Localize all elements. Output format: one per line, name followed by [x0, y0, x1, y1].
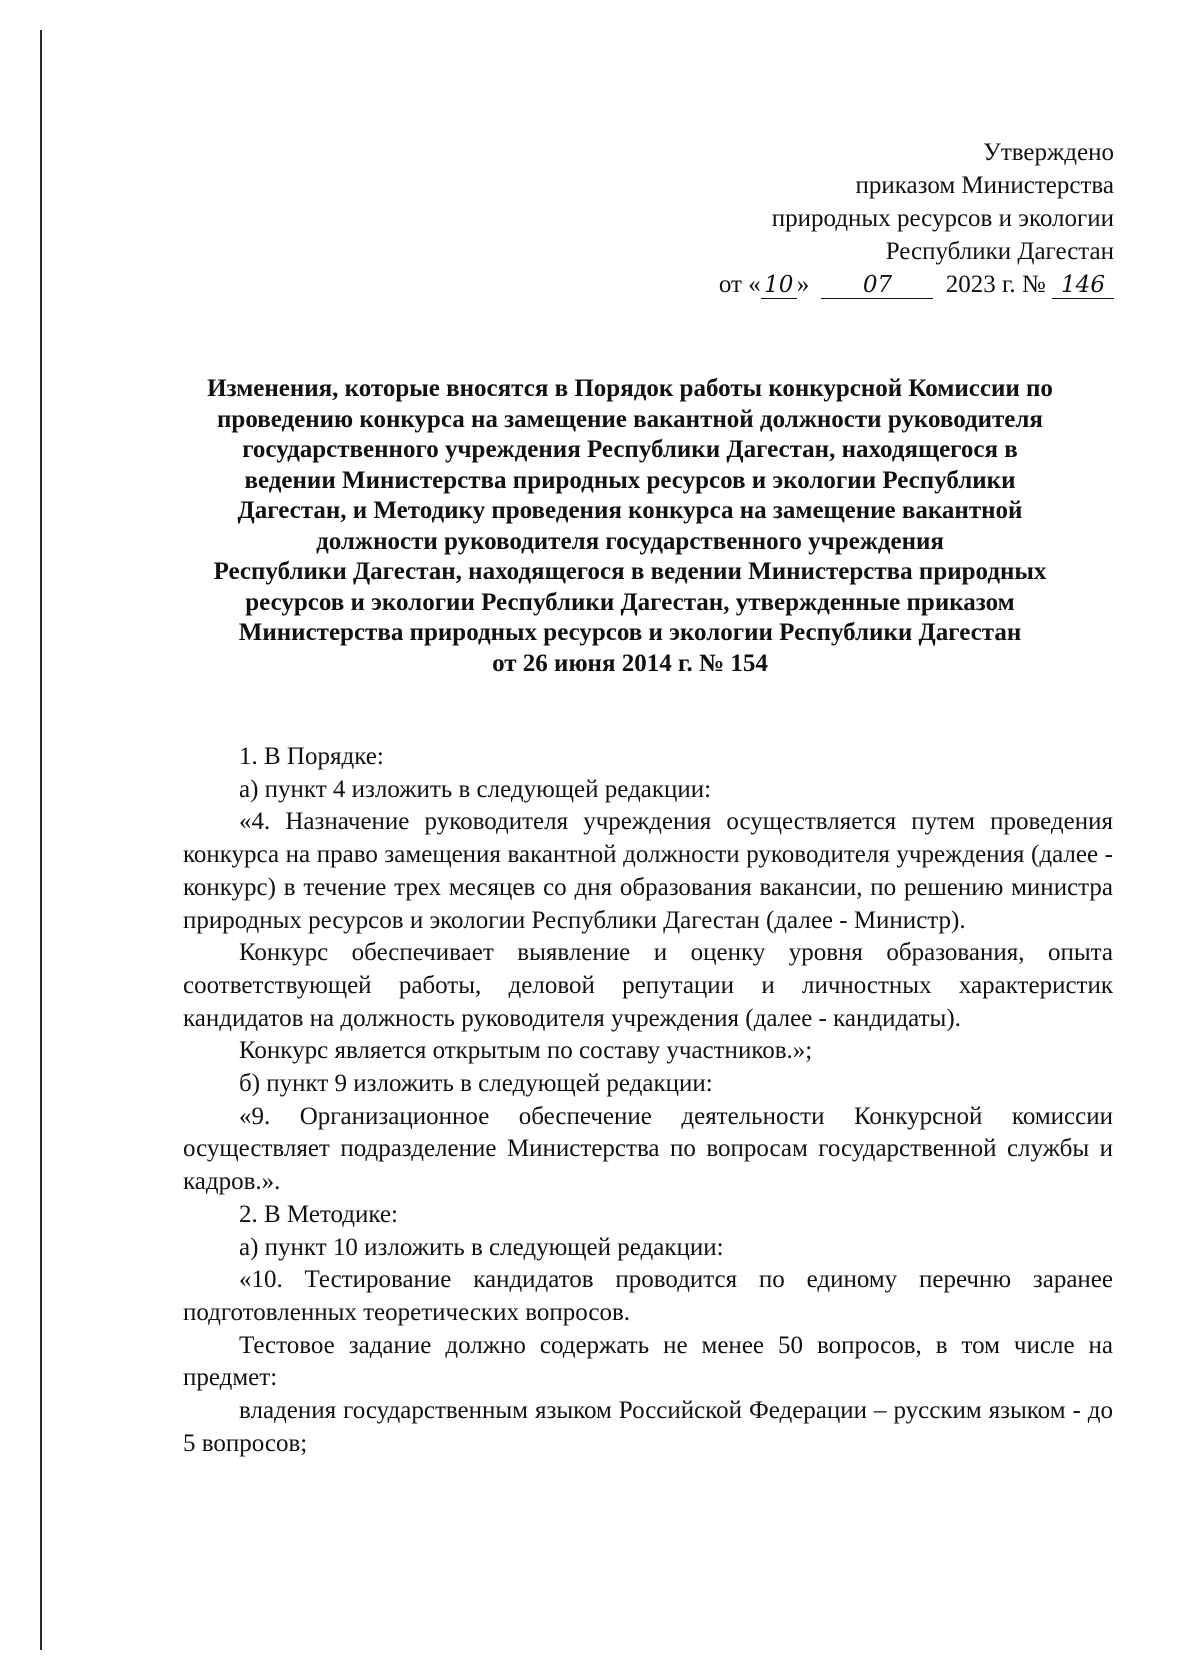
- body-paragraph: 2. В Методике:: [239, 1200, 398, 1228]
- body-paragraph: «4. Назначение руководителя учреждения осуществляется путем проведения конкурса на право замещения вакантной должности руководителя учреждения (далее - конкурс) в течение трех месяцев со дня образования вакансии, по решению министра природных ресурсов и экологии Республики Дагестан (далее - Министр).: [183, 808, 1113, 934]
- title-line: ведении Министерства природных ресурсов и экологии Республики: [244, 466, 1016, 494]
- title-line: ресурсов и экологии Республики Дагестан, утвержденные приказом: [245, 588, 1015, 616]
- approval-line-order: приказом Министерства: [855, 172, 1114, 199]
- title-line: государственного учреждения Республики Дагестан, находящегося в: [242, 436, 1018, 463]
- date-quote-close: »: [796, 271, 810, 298]
- order-number-handwritten: 146: [1052, 272, 1114, 299]
- title-line: Изменения, которые вносятся в Порядок работы конкурсной Комиссии по: [207, 375, 1053, 402]
- document-title: [150, 374, 1110, 679]
- body-paragraph: владения государственным языком Российской Федерации – русским языком - до 5 вопросов;: [183, 1397, 1113, 1457]
- approval-line-approved: Утверждено: [983, 139, 1114, 166]
- body-paragraph: «10. Тестирование кандидатов проводится по единому перечню заранее подготовленных теоретических вопросов.: [183, 1266, 1113, 1326]
- date-year-and-number-label: 2023 г. №: [945, 271, 1046, 298]
- title-line: от 26 июня 2014 г. № 154: [492, 649, 768, 677]
- title-line: проведению конкурса на замещение вакантной должности руководителя: [217, 405, 1043, 433]
- date-month-handwritten: 07: [821, 272, 933, 299]
- body-paragraph: «9. Организационное обеспечение деятельности Конкурсной комиссии осуществляет подразделение Министерства по вопросам государственной службы и кадров.».: [183, 1102, 1113, 1196]
- body-paragraph: Тестовое задание должно содержать не менее 50 вопросов, в том числе на предмет:: [183, 1331, 1113, 1392]
- title-line: должности руководителя государственного учреждения: [316, 527, 944, 555]
- body-paragraph: 1. В Порядке:: [239, 743, 384, 770]
- document-body: [183, 741, 1113, 1460]
- approval-date-line: [719, 268, 1114, 301]
- title-line: Дагестан, и Методику проведения конкурса на замещение вакантной: [237, 497, 1023, 524]
- body-paragraph: а) пункт 4 изложить в следующей редакции:: [239, 775, 712, 803]
- date-day-handwritten: 10: [761, 272, 797, 299]
- approval-stamp-block: [719, 136, 1114, 301]
- scan-edge-line: [40, 30, 42, 1650]
- title-line: Министерства природных ресурсов и экологии Республики Дагестан: [238, 619, 1022, 646]
- body-paragraph: Конкурс обеспечивает выявление и оценку уровня образования, опыта соответствующей работы, деловой репутации и личностных характеристик кандидатов на должность руководителя учреждения (далее - кандидаты).: [183, 939, 1113, 1032]
- body-paragraph: б) пункт 9 изложить в следующей редакции:: [239, 1070, 713, 1098]
- approval-line-republic: Республики Дагестан: [885, 238, 1114, 265]
- body-paragraph: Конкурс является открытым по составу участников.»;: [239, 1037, 813, 1065]
- date-prefix: от «: [718, 271, 761, 298]
- body-paragraph: а) пункт 10 изложить в следующей редакции:: [239, 1233, 724, 1261]
- approval-line-ministry: природных ресурсов и экологии: [771, 205, 1114, 232]
- title-line: Республики Дагестан, находящегося в ведении Министерства природных: [213, 558, 1047, 585]
